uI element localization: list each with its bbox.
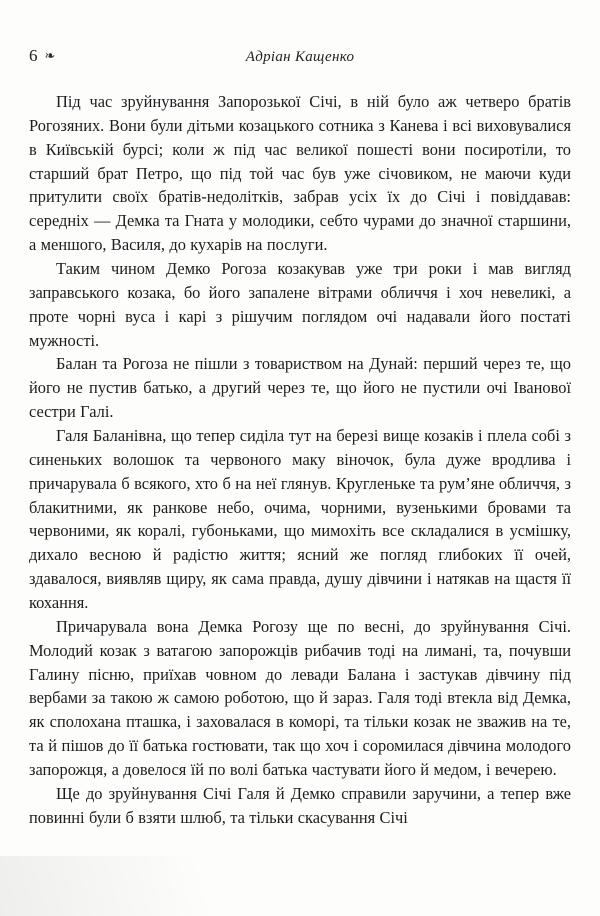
paragraph: Ще до зруйнування Січі Галя й Демко справили заручини, а тепер вже повинні були б взяти шлюб, та тільки скасування Січі	[29, 783, 571, 827]
running-header-author: Адріан Кащенко	[245, 49, 355, 65]
page-number: 6	[29, 46, 38, 65]
flourish-ornament-icon: ❧	[44, 48, 56, 63]
page-number-group	[29, 46, 55, 66]
paragraph: Під час зруйнування Запорозької Січі, в ній було аж четверо братів Рогозяних. Вони були дітьми козацького сотника з Канева і всі виховувалися в Київській бурсі; коли ж під час великої пошесті вони посиротіли, то старший брат Петро, що під той час був уже січовиком, не маючи куди притулити своїх братів-недолітків, забрав усіх їх до Січі і повіддавав: середніх — Демка та Гната у молодики, себто чурами до значної старшини, а меншого, Василя, до кухарів на послуги.	[29, 92, 571, 255]
page-header	[29, 46, 571, 66]
paragraph: Балан та Рогоза не пішли з товариством на Дунай: перший через те, що його не пустив батько, а другий через те, що його не пустили очі Іванової сестри Галі.	[29, 354, 571, 422]
paragraph: Галя Баланівна, що тепер сиділа тут на березі вище козаків і плела собі з синеньких волошок та червоного маку віночок, була дуже вродлива і причарувала б всякого, хто б на неї глянув. Кругленьке та рум’яне обличчя, з блакитними, як ранкове небо, очима, чорними, вузенькими бровами та червоними, як коралі, губоньками, що мимохіть все складалися в усмішку, дихало весною й радістю життя; ясний же погляд глибоких її очей, здавалося, виявляв щиру, як сама правда, душу дівчини і натякав на щастя її кохання.	[29, 426, 571, 613]
paragraph: Причарувала вона Демка Рогозу ще по весні, до зруйнування Січі. Молодий козак з ватагою запорожців рибачив тоді на лимані, та, почувши Галину пісню, приїхав човном до левади Балана і застукав дівчину під вербами за такою ж самою роботою, що й зараз. Галя тоді втекла від Демка, як сполохана пташка, і заховалася в коморі, та тільки козак не зважив на те, та й пішов до її батька гостювати, так що хоч і соромилася дівчина молодого запорожця, а довелося їй по волі батька частувати його й медом, і вечерею.	[29, 616, 571, 780]
page-body	[29, 90, 571, 830]
paragraph: Таким чином Демко Рогоза козакував уже три роки і мав вигляд заправського козака, бо його запалене вітрами обличчя і хоч невеликі, а проте чорні вуса і карі з рішучим поглядом очі надавали його постаті мужності.	[29, 259, 571, 350]
